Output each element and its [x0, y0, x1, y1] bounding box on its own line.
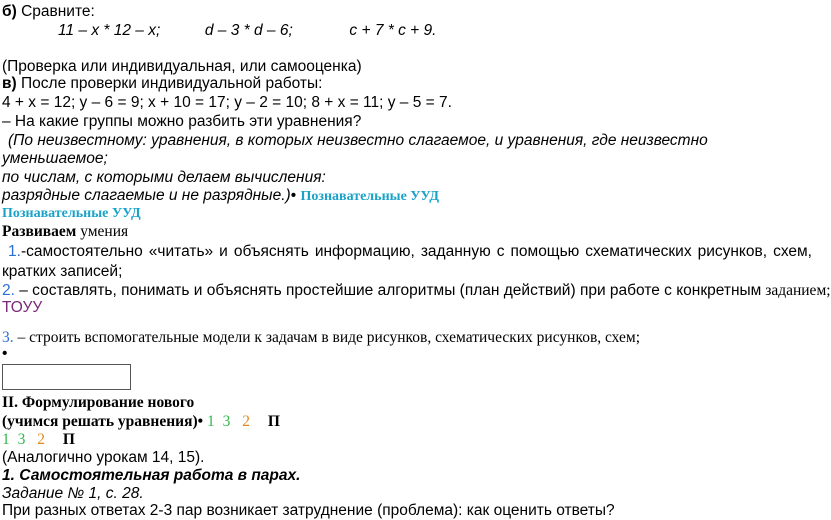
answer-line-2: уменьшаемое; [2, 150, 108, 167]
bullet-marker: • [290, 187, 297, 204]
skill-1-text: -самостоятельно «читать» и объяснять информацию, заданную с помощью схематических рисунков, схем, кратких записей; [2, 243, 812, 280]
marker-p: П [267, 413, 280, 430]
analog-note: (Аналогично урокам 14, 15). [2, 449, 205, 466]
skill-3 [2, 328, 640, 347]
skill-3-num: 3. [2, 329, 14, 346]
marker-2: 2 [242, 413, 250, 430]
check-note: (Проверка или индивидуальная, или самооценка) [2, 58, 362, 75]
section-v-text: После проверки индивидуальной работы: [21, 75, 323, 92]
skill-1-num: 1. [8, 243, 21, 260]
answer-line-1: (По неизвестному: уравнения, в которых неизвестно слагаемое, и уравнения, где неизвестно [8, 132, 708, 149]
uud-heading: Познавательные УУД [2, 206, 141, 221]
develop-rest: умения [76, 223, 129, 240]
section-b-label: б) [2, 3, 17, 20]
answer-line-4-row [2, 186, 439, 206]
section-b-title: Сравните: [21, 3, 95, 20]
section-ii-bullet: • [197, 413, 204, 430]
skill-2-num: 2. [2, 282, 15, 299]
expression-1: 11 – x * 12 – x; [58, 22, 161, 39]
develop-bold: Развиваем [2, 223, 77, 240]
answer-line-4: разрядные слагаемые и не разрядные.) [2, 187, 291, 204]
marker-1: 1 [206, 413, 215, 430]
section-v-label: в) [2, 75, 17, 92]
skill-3-text: – строить вспомогательные модели к задачам в виде рисунков, схематических рисунков, схем; [13, 329, 641, 346]
skill-1 [2, 242, 812, 282]
marker-row-2 [2, 430, 75, 449]
marker-row2-3: 3 [17, 431, 26, 448]
expression-3: c + 7 * c + 9. [349, 22, 437, 39]
empty-frame [2, 364, 131, 390]
skill-2-text: – составлять, понимать и объяснять простейшие алгоритмы (план действий) при работе с конкретным [14, 282, 762, 299]
section-b-heading [2, 2, 95, 21]
touu-label: ТОУУ [2, 299, 43, 316]
section-ii-title-2-row [2, 412, 280, 431]
marker-row2-2: 2 [37, 431, 45, 448]
develop-line [2, 222, 128, 241]
section-v-heading [2, 74, 322, 93]
skill-2-tail: заданием; [761, 282, 831, 299]
bullet-standalone: • [2, 345, 8, 362]
pair-work-heading: 1. Самостоятельная работа в парах. [2, 467, 301, 484]
marker-3: 3 [222, 413, 231, 430]
grouping-question: – На какие группы можно разбить эти уравнения? [2, 113, 362, 130]
section-ii-title-2: (учимся решать уравнения) [2, 413, 198, 430]
uud-inline-label: Познавательные УУД [300, 189, 440, 204]
marker-row2-p: П [62, 431, 75, 448]
compare-expressions [58, 21, 436, 40]
equations-list: 4 + x = 12; у – 6 = 9; x + 10 = 17; у – 2 = 10; 8 + x = 11; у – 5 = 7. [2, 94, 452, 111]
marker-row2-1: 1 [2, 431, 10, 448]
skill-2 [2, 281, 831, 300]
expression-2: d – 3 * d – 6; [204, 22, 293, 39]
section-ii-title-1: II. Формулирование нового [2, 394, 195, 411]
answer-line-3: по числам, с которыми делаем вычисления: [2, 169, 326, 186]
problem-statement: При разных ответах 2-3 пар возникает затруднение (проблема): как оценить ответы? [2, 502, 615, 519]
task-reference: Задание № 1, с. 28. [2, 485, 144, 502]
